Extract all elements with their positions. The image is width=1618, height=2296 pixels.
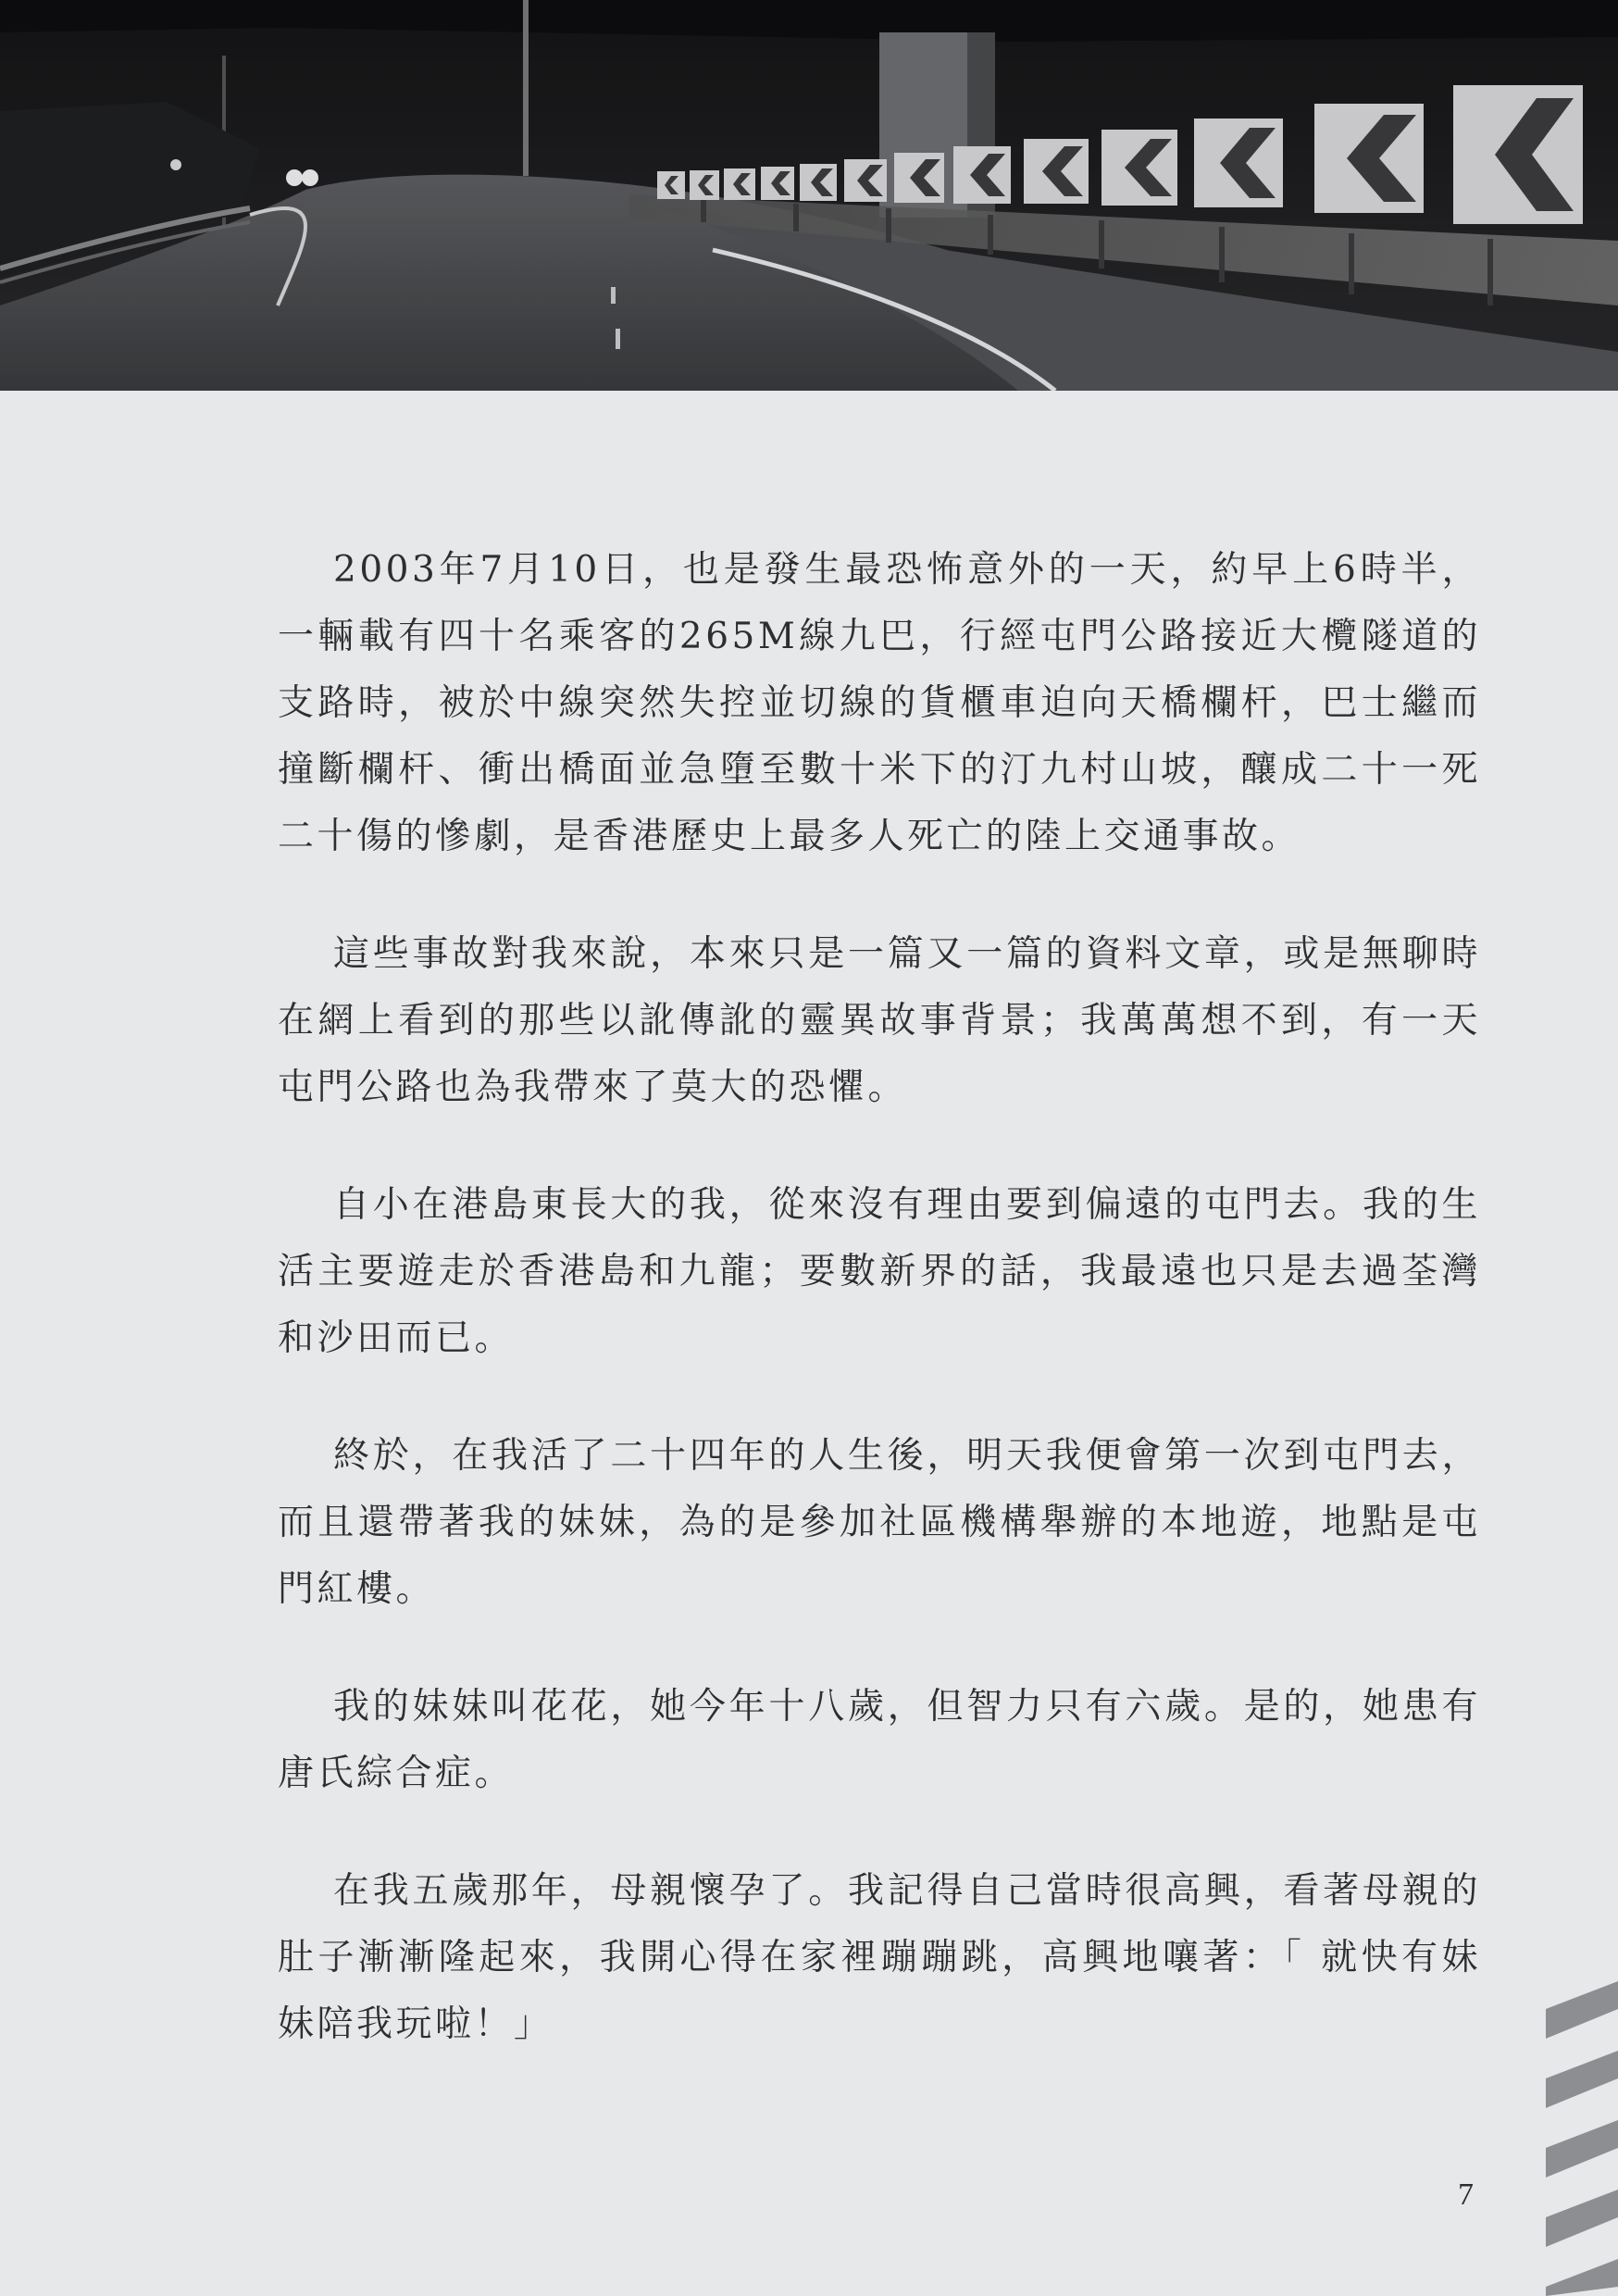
paragraph-1: 2003年7月10日，也是發生最恐怖意外的一天，約早上6時半，一輛載有四十名乘客的265M線九巴，行經屯門公路接近大欖隧道的支路時，被於中線突然失控並切線的貨櫃車迫向天橋欄杆，巴士繼而撞斷欄杆、衝出橋面並急墮至數十米下的汀九村山坡，釀成二十一死二十傷的慘劇，是香港歷史上最多人死亡的陸上交通事故。 <box>278 549 1481 857</box>
corner-stripes-decoration <box>1546 1981 1618 2296</box>
article-body <box>278 537 1481 2109</box>
paragraph-2: 這些事故對我來說，本來只是一篇又一篇的資料文章，或是無聊時在網上看到的那些以訛傳訛的靈異故事背景；我萬萬想不到，有一天屯門公路也為我帶來了莫大的恐懼。 <box>278 933 1481 1108</box>
paragraph-3: 自小在港島東長大的我，從來沒有理由要到偏遠的屯門去。我的生活主要遊走於香港島和九龍；要數新界的話，我最遠也只是去過荃灣和沙田而已。 <box>278 1184 1481 1359</box>
header-photo <box>0 0 1618 391</box>
paragraph-5: 我的妹妹叫花花，她今年十八歲，但智力只有六歲。是的，她患有唐氏綜合症。 <box>278 1686 1481 1794</box>
paragraph-4: 終於，在我活了二十四年的人生後，明天我便會第一次到屯門去，而且還帶著我的妹妹，為的是參加社區機構舉辦的本地遊，地點是屯門紅樓。 <box>278 1435 1481 1610</box>
night-highway-photo <box>0 0 1618 391</box>
paragraph-6: 在我五歲那年，母親懷孕了。我記得自己當時很高興，看著母親的肚子漸漸隆起來，我開心得在家裡蹦蹦跳，高興地嚷著：「 就快有妹妹陪我玩啦！」 <box>278 1870 1481 2045</box>
page-number: 7 <box>1458 2177 1474 2212</box>
